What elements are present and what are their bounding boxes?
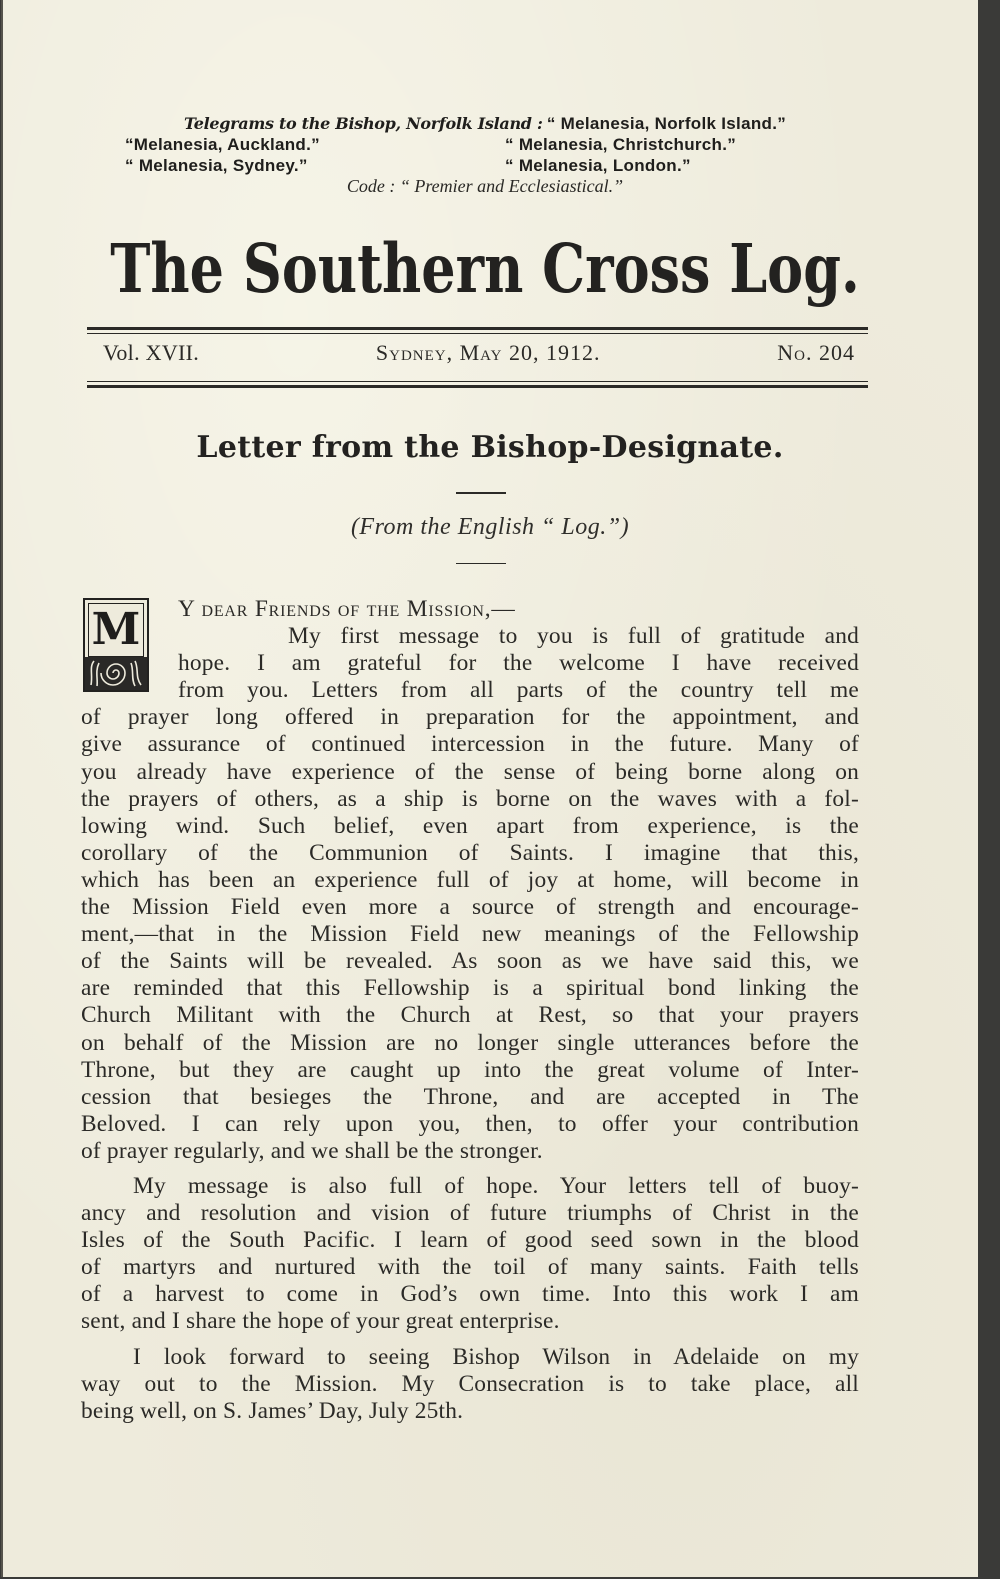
paragraph-1-line-17: Throne, but they are caught up into the great volume of Inter-: [81, 1056, 859, 1083]
telegram-address-christchurch: “ Melanesia, Christchurch.”: [505, 135, 737, 154]
paragraph-2-line-3: Isles of the South Pacific. I learn of good seed sown in the blood: [81, 1227, 859, 1254]
telegrams-label: Telegrams to the Bishop, Norfolk Island :: [183, 114, 543, 133]
masthead-rule-bottom-thick: [87, 385, 868, 388]
article-body: [81, 596, 859, 1425]
paragraph-3-line-2: way out to the Mission. My Consecration is to take place, all: [81, 1370, 859, 1397]
masthead-rule-top-thick: [87, 327, 868, 330]
paragraph-3-line-1: I look forward to seeing Bishop Wilson in Adelaide on my: [133, 1343, 859, 1370]
paragraph-1-line-2: hope. I am grateful for the welcome I have received: [178, 650, 859, 677]
article-source: (From the English “ Log.”): [350, 514, 630, 540]
issue-info-line: [103, 340, 855, 366]
paragraph-1-line-18: cession that besieges the Throne, and are accepted in The: [81, 1083, 859, 1110]
volume-number: Vol. XVII.: [103, 340, 200, 365]
paragraph-1-line-13: of the Saints will be revealed. As soon as we have said this, we: [81, 948, 859, 975]
paragraph-2-line-1: My message is also full of hope. Your letters tell of buoy-: [133, 1172, 859, 1199]
paragraph-1-line-15: Church Militant with the Church at Rest, so that your prayers: [81, 1002, 859, 1029]
telegram-address-sydney: “ Melanesia, Sydney.”: [125, 156, 308, 175]
paragraph-2-line-6: sent, and I share the hope of your great enterprise.: [81, 1308, 560, 1335]
masthead-rule-bottom-thin: [87, 381, 868, 382]
paragraph-1-line-5: give assurance of continued intercession in the future. Many of: [81, 731, 859, 758]
paragraph-1-line-10: which has been an experience full of joy at home, will become in: [81, 866, 859, 893]
paragraph-1-line-3: from you. Letters from all parts of the country tell me: [178, 677, 859, 704]
paragraph-1-line-6: you already have experience of the sense of being borne along on: [81, 758, 859, 785]
paragraph-1-line-14: are reminded that this Fellowship is a spiritual bond linking the: [81, 975, 859, 1002]
paragraph-2-line-5: of a harvest to come in God’s own time. Into this work I am: [81, 1281, 859, 1308]
masthead-title: The Southern Cross Log.: [110, 228, 860, 308]
telegram-header: [85, 113, 885, 197]
telegram-code-line: Code : “ Premier and Ecclesiastical.”: [346, 176, 624, 196]
paragraph-1-line-11: the Mission Field even more a source of strength and encourage-: [81, 894, 859, 921]
telegram-address-grid: [65, 134, 885, 176]
telegram-line-primary: [85, 113, 885, 134]
paragraph-gap: [81, 1336, 859, 1344]
paragraph-1-line-4: of prayer long offered in preparation for the appointment, and: [81, 704, 859, 731]
paragraph-1-line-8: lowing wind. Such belief, even apart from experience, is the: [81, 812, 859, 839]
paragraph-3-line-3: being well, on S. James’ Day, July 25th.: [81, 1397, 464, 1424]
article-title: Letter from the Bishop-Designate.: [196, 430, 784, 465]
salutation: Y dear Friends of the Mission,—: [178, 596, 516, 622]
paragraph-1-line-19: Beloved. I can rely upon you, then, to offer your contribution: [81, 1110, 859, 1137]
paragraph-1-line-16: on behalf of the Mission are no longer single utterances before the: [81, 1029, 859, 1056]
source-divider: [456, 563, 506, 564]
issue-place-date: Sydney, May 20, 1912.: [375, 340, 601, 365]
paragraph-2-line-4: of martyrs and nurtured with the toil of many saints. Faith tells: [81, 1254, 859, 1281]
telegram-address-norfolk: “ Melanesia, Norfolk Island.”: [546, 114, 787, 133]
drop-cap-letter: M: [88, 603, 144, 657]
paragraph-1-line-20: of prayer regularly, and we shall be the stronger.: [81, 1137, 543, 1164]
paragraph-2-line-2: ancy and resolution and vision of future triumphs of Christ in the: [81, 1200, 859, 1227]
paragraph-1-line-12: ment,—that in the Mission Field new meanings of the Fellowship: [81, 921, 859, 948]
telegram-address-london: “ Melanesia, London.”: [505, 156, 691, 175]
paragraph-1-line-1: My first message to you is full of gratitude and: [288, 623, 859, 650]
title-divider: [456, 492, 506, 494]
document-page: [1, 0, 978, 1577]
masthead-rule-top-thin: [87, 333, 868, 334]
telegram-address-auckland: “Melanesia, Auckland.”: [125, 135, 320, 154]
paragraph-1-line-7: the prayers of others, as a ship is borne on the waves with a fol-: [81, 785, 859, 812]
paragraph-gap: [81, 1165, 859, 1173]
issue-number: No. 204: [777, 340, 855, 365]
paragraph-1-line-9: corollary of the Communion of Saints. I imagine that this,: [81, 839, 859, 866]
